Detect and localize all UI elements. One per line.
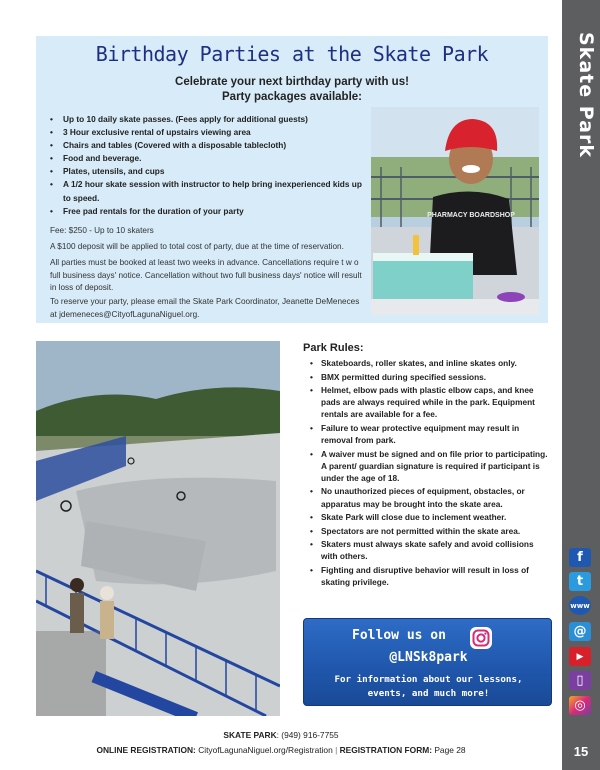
- list-item: • No unauthorized pieces of equipment, obstacles, or apparatus may be brought into the skate area.: [310, 485, 550, 509]
- list-item: • Fighting and disruptive behavior will result in loss of skating privilege.: [310, 564, 550, 588]
- list-item: • Chairs and tables (Covered with a disposable tablecloth): [50, 139, 370, 152]
- fee-text: Fee: $250 - Up to 10 skaters: [50, 226, 154, 235]
- section-title: Skate Park: [575, 32, 597, 158]
- deposit-text: A $100 deposit will be applied to total cost of party, due at the time of reservation.: [50, 242, 344, 251]
- list-item: • A 1/2 hour skate session with instructor to help bring inexperienced kids up to speed.: [50, 178, 370, 204]
- list-item: • A waiver must be signed and on file prior to participating. A parent/ guardian signature is required if participant is under the age of 18.: [310, 448, 550, 484]
- list-item: • Failure to wear protective equipment may result in removal from park.: [310, 422, 550, 446]
- list-item: • 3 Hour exclusive rental of upstairs viewing area: [50, 126, 370, 139]
- list-item: • Skateboards, roller skates, and inline skates only.: [310, 357, 550, 369]
- list-item: • Spectators are not permitted within the skate area.: [310, 525, 550, 537]
- footer-phone: SKATE PARK: (949) 916-7755: [223, 730, 339, 740]
- instagram-icon[interactable]: ◎: [569, 696, 591, 715]
- follow-title: Follow us on: [352, 628, 446, 643]
- follow-box[interactable]: [303, 618, 552, 706]
- twitter-icon[interactable]: t: [569, 572, 591, 591]
- footer-registration: ONLINE REGISTRATION: CityofLagunaNiguel.org/Registration | REGISTRATION FORM: Page 28: [96, 745, 466, 755]
- list-item: • Free pad rentals for the duration of your party: [50, 205, 370, 218]
- www-icon[interactable]: www: [569, 596, 591, 615]
- page-number: 15: [573, 744, 589, 759]
- list-item: • Plates, utensils, and cups: [50, 165, 370, 178]
- youtube-icon[interactable]: ▶: [569, 647, 591, 666]
- packages-list: [50, 113, 370, 218]
- instagram-handle[interactable]: @LNSk8park: [389, 650, 468, 665]
- birthday-photo: [371, 107, 539, 315]
- skatepark-photo: [36, 341, 280, 716]
- rules-list: [310, 357, 550, 590]
- facebook-icon[interactable]: f: [569, 548, 591, 567]
- birthday-title: Birthday Parties at the Skate Park: [95, 42, 489, 66]
- list-item: • BMX permitted during specified sessions.: [310, 371, 550, 383]
- mobile-icon[interactable]: ▯: [569, 671, 591, 690]
- birthday-subtitle: Celebrate your next birthday party with us!: [175, 76, 409, 88]
- packages-heading: Party packages available:: [222, 91, 362, 103]
- list-item: • Helmet, elbow pads with plastic elbow caps, and knee pads are always required while in the park. Equipment rentals are available for a fee.: [310, 384, 550, 420]
- list-item: • Up to 10 daily skate passes. (Fees apply for additional guests): [50, 113, 370, 126]
- list-item: • Food and beverage.: [50, 152, 370, 165]
- registration-link[interactable]: CityofLagunaNiguel.org/Registration: [198, 745, 333, 755]
- booking-text: All parties must be booked at least two weeks in advance. Cancellations require t w o full business days' notice. Cancellation without two full business days' notice will result in loss of deposit.: [50, 258, 362, 292]
- rules-title: Park Rules:: [303, 342, 364, 354]
- list-item: • Skate Park will close due to inclement weather.: [310, 511, 550, 523]
- email-icon[interactable]: @: [569, 622, 591, 641]
- reserve-text: To reserve your party, please email the Skate Park Coordinator, Jeanette DeMeneces at jdemeneces@CityofLagunaNiguel.org.: [50, 297, 360, 319]
- list-item: • Skaters must always skate safely and avoid collisions with others.: [310, 538, 550, 562]
- follow-info: For information about our lessons, events, and much more!: [334, 674, 523, 699]
- shirt-text: PHARMACY BOARDSHOP: [427, 212, 515, 219]
- instagram-icon[interactable]: [470, 627, 492, 649]
